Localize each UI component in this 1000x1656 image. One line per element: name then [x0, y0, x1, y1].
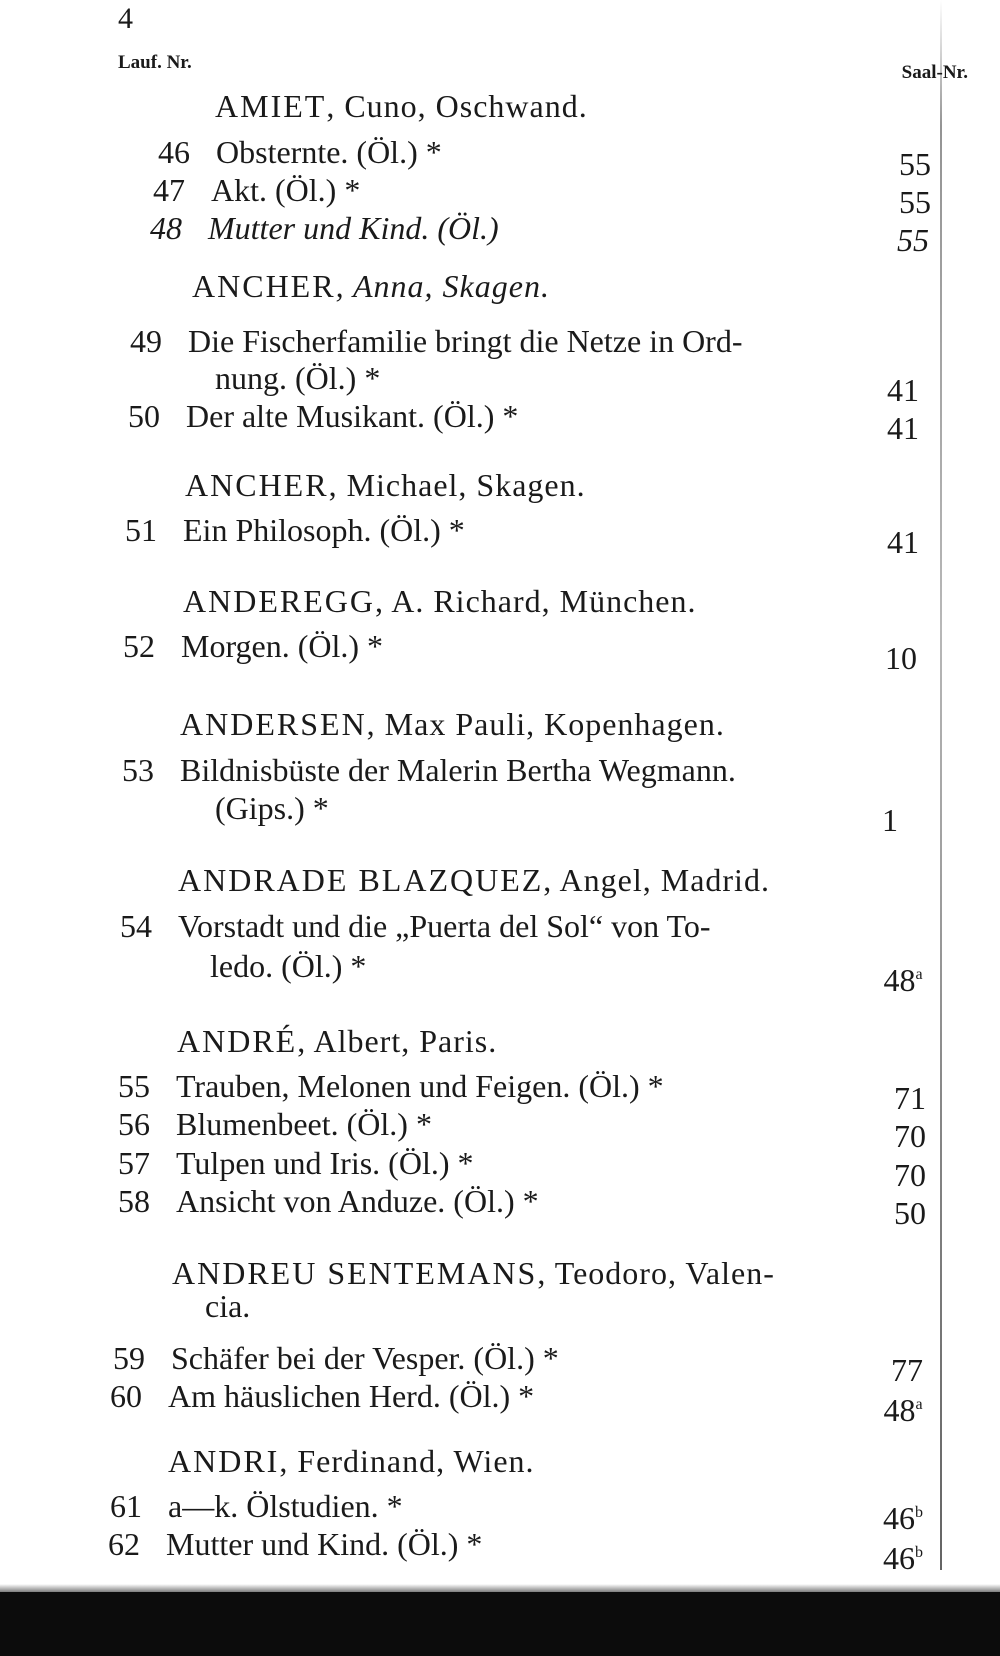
- room-number: 46$^b$: [883, 1500, 923, 1536]
- artist-heading: ANDERSEN, Max Pauli, Kopenhagen.: [180, 706, 725, 742]
- artist-heading: ANDEREGG, A. Richard, München.: [183, 583, 697, 619]
- artist-heading: AMIET, Cuno, Oschwand.: [215, 88, 588, 124]
- catalog-entry: 47 Akt. (Öl.) *: [153, 172, 361, 208]
- artist-heading: ANDREU SENTEMANS, Teodoro, Valen-: [172, 1255, 775, 1291]
- page-number: 4: [118, 2, 133, 35]
- catalog-entry-continuation: (Gips.) *: [215, 790, 329, 826]
- room-number: 48$^a$: [883, 962, 923, 998]
- catalog-entry: 50 Der alte Musikant. (Öl.) *: [128, 398, 519, 434]
- room-number: 55: [897, 222, 929, 258]
- room-number: 70: [894, 1118, 926, 1154]
- artist-heading-continuation: cia.: [205, 1288, 251, 1324]
- catalog-entry: 49 Die Fischerfamilie bringt die Netze in Ord-: [130, 323, 743, 359]
- catalog-entry: 54 Vorstadt und die „Puerta del Sol“ von To-: [120, 908, 711, 944]
- room-number: 41: [887, 410, 919, 446]
- room-number: 41: [887, 524, 919, 560]
- catalog-entry: 55 Trauben, Melonen und Feigen. (Öl.) *: [118, 1068, 664, 1104]
- catalog-entry-continuation: ledo. (Öl.) *: [210, 948, 367, 984]
- catalog-entry: 62 Mutter und Kind. (Öl.) *: [108, 1526, 483, 1562]
- catalog-entry: 51 Ein Philosoph. (Öl.) *: [125, 512, 465, 548]
- room-number: 46$^b$: [883, 1540, 923, 1576]
- artist-heading: ANDRADE BLAZQUEZ, Angel, Madrid.: [178, 862, 770, 898]
- catalog-entry: 59 Schäfer bei der Vesper. (Öl.) *: [113, 1340, 559, 1376]
- room-number: 50: [894, 1195, 926, 1231]
- artist-heading: ANDRÉ, Albert, Paris.: [177, 1023, 498, 1059]
- catalog-entry: 61 a—k. Ölstudien. *: [110, 1488, 403, 1524]
- catalog-entry: 56 Blumenbeet. (Öl.) *: [118, 1106, 432, 1142]
- artist-heading: ANCHER, Michael, Skagen.: [185, 467, 586, 503]
- room-number: 48$^a$: [883, 1392, 923, 1428]
- room-number: 10: [885, 640, 917, 676]
- room-number: 55: [899, 184, 931, 220]
- catalog-entry: 57 Tulpen und Iris. (Öl.) *: [118, 1145, 474, 1181]
- room-number: 41: [887, 372, 919, 408]
- room-number: 1: [882, 802, 898, 838]
- catalog-entry: 52 Morgen. (Öl.) *: [123, 628, 384, 664]
- catalog-entry: 46 Obsternte. (Öl.) *: [158, 134, 442, 170]
- room-number: 55: [899, 146, 931, 182]
- column-header-running-number: Lauf. Nr.: [118, 52, 192, 73]
- catalog-entry: 53 Bildnisbüste der Malerin Bertha Wegmann.: [122, 752, 736, 788]
- catalog-entry: 48 Mutter und Kind. (Öl.): [150, 210, 499, 246]
- room-number: 71: [894, 1080, 926, 1116]
- catalog-entry: 60 Am häuslichen Herd. (Öl.) *: [110, 1378, 535, 1414]
- artist-heading: ANDRI, Ferdinand, Wien.: [168, 1443, 535, 1479]
- room-number: 77: [891, 1352, 923, 1388]
- catalog-entry: 58 Ansicht von Anduze. (Öl.) *: [118, 1183, 539, 1219]
- catalog-entry-continuation: nung. (Öl.) *: [215, 360, 381, 396]
- column-header-room-number: Saal-Nr.: [901, 62, 968, 83]
- artist-heading: ANCHER, Anna, Skagen.: [192, 268, 550, 304]
- scan-bottom-border: [0, 1592, 1000, 1656]
- room-number: 70: [894, 1157, 926, 1193]
